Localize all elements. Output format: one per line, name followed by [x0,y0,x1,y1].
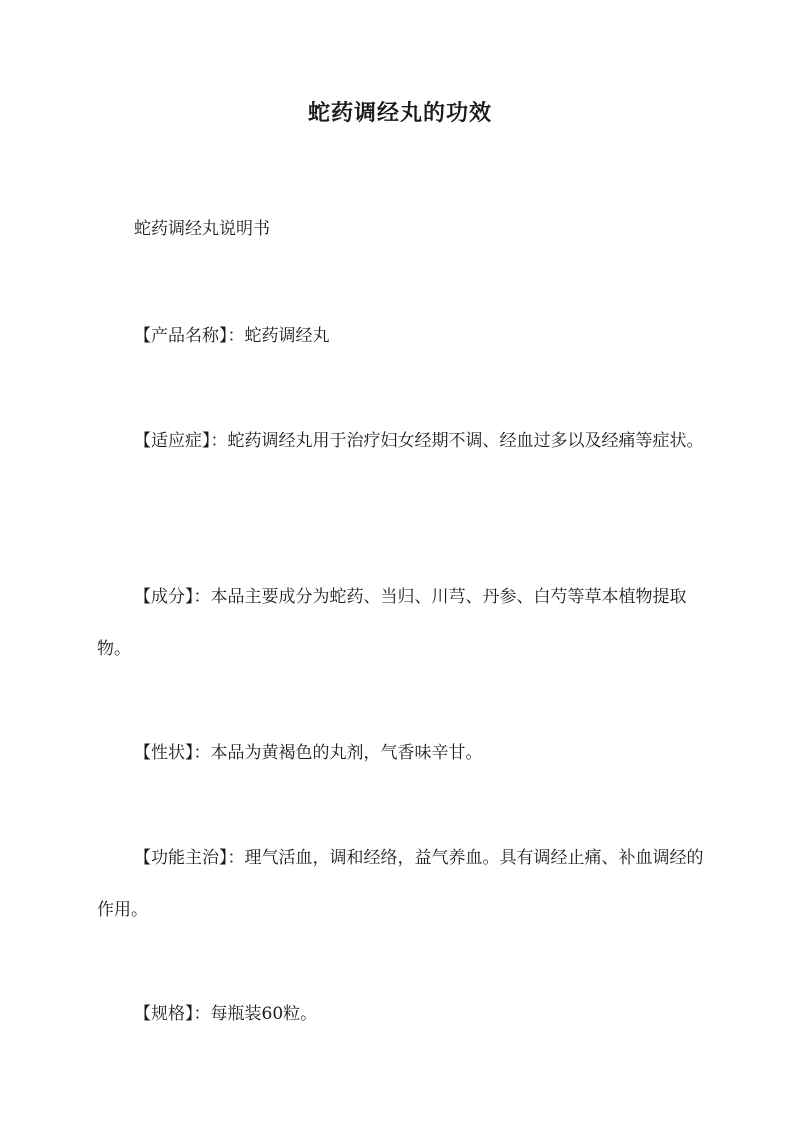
document-title: 蛇药调经丸的功效 [307,100,492,126]
paragraph-subtitle: 蛇药调经丸说明书 [134,219,270,239]
paragraph-ingredients: 【成分】：本品主要成分为蛇药、当归、川芎、丹参、白芍等草本植物提取物。 [97,587,687,659]
paragraph-indication: 【适应症】：蛇药调经丸用于治疗妇女经期不调、经血过多以及经痛等症状。 [134,431,704,451]
paragraph-specification: 【规格】：每瓶装60粒。 [134,1004,318,1024]
paragraph-product-name: 【产品名称】：蛇药调经丸 [134,326,330,346]
paragraph-functions: 【功能主治】：理气活血，调和经络，益气养血。具有调经止痛、补血调经的作用。 [97,848,704,920]
paragraph-properties: 【性状】：本品为黄褐色的丸剂，气香味辛甘。 [134,743,483,763]
